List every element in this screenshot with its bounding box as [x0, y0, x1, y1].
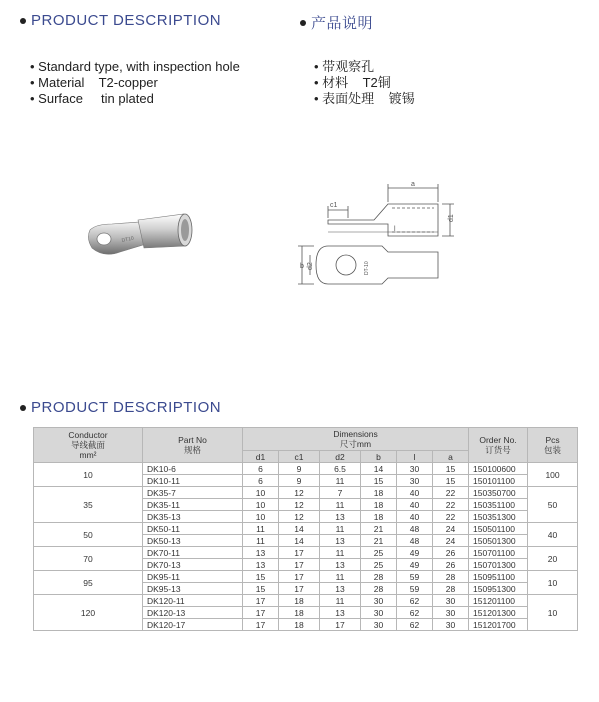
dim-l-cell: 62: [397, 595, 433, 607]
header-l: l: [397, 451, 433, 463]
header-c1: c1: [279, 451, 320, 463]
dim-a-cell: 24: [433, 535, 469, 547]
dim-d2-cell: 11: [320, 595, 361, 607]
dim-l-cell: 40: [397, 499, 433, 511]
dim-a-cell: 22: [433, 511, 469, 523]
order-no-cell: 151201700: [469, 619, 528, 631]
dim-d2-cell: 13: [320, 559, 361, 571]
order-no-cell: 150501100: [469, 523, 528, 535]
dim-b-cell: 21: [361, 523, 397, 535]
spec-table: [33, 427, 578, 631]
conductor-cell: 50: [34, 523, 143, 547]
dim-a-cell: 28: [433, 571, 469, 583]
conductor-cell: 70: [34, 547, 143, 571]
header-dimensions: Dimensions 尺寸mm: [243, 428, 469, 451]
dim-l-cell: 30: [397, 463, 433, 475]
svg-text:DT10: DT10: [121, 235, 135, 244]
dim-c1-cell: 9: [279, 475, 320, 487]
table-row: [34, 595, 578, 607]
pcs-cell: 20: [528, 547, 578, 571]
dim-a-cell: 26: [433, 547, 469, 559]
feature-item: • Standard type, with inspection hole: [30, 59, 240, 74]
feature-item: • Surface tin plated: [30, 91, 154, 106]
part-no-cell: DK50-13: [143, 535, 243, 547]
dim-d2-cell: 11: [320, 523, 361, 535]
part-no-cell: DK70-13: [143, 559, 243, 571]
conductor-cell: 35: [34, 487, 143, 523]
part-no-cell: DK35-11: [143, 499, 243, 511]
dim-d2-cell: 11: [320, 499, 361, 511]
order-no-cell: 150101100: [469, 475, 528, 487]
dim-d1-cell: 11: [243, 523, 279, 535]
dim-d2-cell: 7: [320, 487, 361, 499]
section-title-en: [20, 12, 221, 29]
dim-a-cell: 30: [433, 595, 469, 607]
dim-c1-cell: 12: [279, 499, 320, 511]
conductor-cell: 10: [34, 463, 143, 487]
dim-c1-cell: 17: [279, 559, 320, 571]
dim-label-b: b: [300, 263, 304, 270]
dim-b-cell: 18: [361, 487, 397, 499]
features-en: [30, 59, 240, 107]
dim-b-cell: 21: [361, 535, 397, 547]
dim-d1-cell: 13: [243, 547, 279, 559]
dim-d2-cell: 13: [320, 511, 361, 523]
dim-d2-cell: 11: [320, 475, 361, 487]
dim-d1-cell: 10: [243, 499, 279, 511]
dim-a-cell: 26: [433, 559, 469, 571]
dim-c1-cell: 17: [279, 583, 320, 595]
dim-d1-cell: 11: [243, 535, 279, 547]
header-d2: d2: [320, 451, 361, 463]
section2-title: [20, 399, 221, 416]
dim-l-cell: 40: [397, 487, 433, 499]
dim-d1-cell: 17: [243, 595, 279, 607]
pcs-cell: 100: [528, 463, 578, 487]
order-no-cell: 151201100: [469, 595, 528, 607]
dim-label-c1: c1: [330, 202, 338, 209]
order-no-cell: 150701300: [469, 559, 528, 571]
technical-drawing: [292, 180, 462, 295]
feature-item: • 表面处理 镀锡: [314, 91, 415, 106]
dim-a-cell: 30: [433, 607, 469, 619]
pcs-cell: 10: [528, 595, 578, 631]
dim-b-cell: 25: [361, 547, 397, 559]
table-row: [34, 571, 578, 583]
part-no-cell: DK95-11: [143, 571, 243, 583]
table-row: [34, 463, 578, 475]
dim-d1-cell: 6: [243, 475, 279, 487]
dim-l-cell: 59: [397, 571, 433, 583]
table-row: [34, 547, 578, 559]
order-no-cell: 151201300: [469, 607, 528, 619]
section-title-cn-text: 产品说明: [311, 15, 374, 32]
header-conductor: Conductor 导线截面 mm²: [34, 428, 143, 463]
dim-d1-cell: 15: [243, 571, 279, 583]
table-row: [34, 487, 578, 499]
dim-l-cell: 48: [397, 523, 433, 535]
dim-d2-cell: 11: [320, 571, 361, 583]
dim-b-cell: 18: [361, 499, 397, 511]
header-pcs: Pcs 包装: [528, 428, 578, 463]
pcs-cell: 50: [528, 487, 578, 523]
dim-l-cell: 49: [397, 547, 433, 559]
dim-l-cell: 48: [397, 535, 433, 547]
dim-c1-cell: 9: [279, 463, 320, 475]
order-no-cell: 150350700: [469, 487, 528, 499]
feature-item: • 带观察孔: [314, 59, 375, 74]
dim-l-cell: 30: [397, 475, 433, 487]
dim-label-a: a: [411, 181, 415, 188]
dim-l-cell: 40: [397, 511, 433, 523]
bullet-icon: [20, 18, 26, 24]
dim-d1-cell: 10: [243, 511, 279, 523]
cable-lug-photo: [80, 208, 220, 268]
order-no-cell: 150351100: [469, 499, 528, 511]
dim-c1-cell: 14: [279, 523, 320, 535]
part-no-cell: DK35-13: [143, 511, 243, 523]
dim-c1-cell: 14: [279, 535, 320, 547]
dim-l-cell: 49: [397, 559, 433, 571]
dim-d1-cell: 10: [243, 487, 279, 499]
table-row: [34, 523, 578, 535]
conductor-cell: 95: [34, 571, 143, 595]
dim-b-cell: 14: [361, 463, 397, 475]
dim-d2-cell: 13: [320, 535, 361, 547]
dim-d2-cell: 17: [320, 619, 361, 631]
dim-label-d2: d2: [307, 262, 314, 270]
dim-c1-cell: 17: [279, 571, 320, 583]
order-no-cell: 150501300: [469, 535, 528, 547]
order-no-cell: 150951100: [469, 571, 528, 583]
dim-b-cell: 30: [361, 595, 397, 607]
dim-l-cell: 59: [397, 583, 433, 595]
order-no-cell: 150351300: [469, 511, 528, 523]
bullet-icon: [300, 20, 306, 26]
part-no-cell: DK10-11: [143, 475, 243, 487]
order-no-cell: 150701100: [469, 547, 528, 559]
dim-b-cell: 18: [361, 511, 397, 523]
part-no-cell: DK35-7: [143, 487, 243, 499]
part-no-cell: DK95-13: [143, 583, 243, 595]
header-d1: d1: [243, 451, 279, 463]
dim-d1-cell: 17: [243, 607, 279, 619]
part-no-cell: DK120-13: [143, 607, 243, 619]
dim-l-cell: 62: [397, 607, 433, 619]
dim-d1-cell: 15: [243, 583, 279, 595]
features-cn: [314, 59, 415, 107]
dim-b-cell: 15: [361, 475, 397, 487]
dim-a-cell: 24: [433, 523, 469, 535]
dim-c1-cell: 18: [279, 595, 320, 607]
part-no-cell: DK70-11: [143, 547, 243, 559]
dim-a-cell: 15: [433, 475, 469, 487]
part-no-cell: DK120-17: [143, 619, 243, 631]
dim-d1-cell: 13: [243, 559, 279, 571]
dim-label-d1: d1: [448, 214, 455, 222]
dim-d2-cell: 6.5: [320, 463, 361, 475]
bullet-icon: [20, 405, 26, 411]
section2-title-text: PRODUCT DESCRIPTION: [31, 399, 222, 416]
section-title-cn: [300, 12, 373, 33]
header-part-no: Part No 规格: [143, 428, 243, 463]
pcs-cell: 10: [528, 571, 578, 595]
section-title-en-text: PRODUCT DESCRIPTION: [31, 12, 222, 29]
order-no-cell: 150100600: [469, 463, 528, 475]
spec-table-body: [34, 463, 578, 631]
part-no-cell: DK120-11: [143, 595, 243, 607]
part-no-cell: DK50-11: [143, 523, 243, 535]
dim-b-cell: 30: [361, 607, 397, 619]
dim-d1-cell: 17: [243, 619, 279, 631]
part-no-cell: DK10-6: [143, 463, 243, 475]
dim-c1-cell: 18: [279, 607, 320, 619]
feature-item: • 材料 T2铜: [314, 75, 391, 90]
dim-c1-cell: 12: [279, 487, 320, 499]
dim-c1-cell: 12: [279, 511, 320, 523]
dim-b-cell: 28: [361, 583, 397, 595]
conductor-cell: 120: [34, 595, 143, 631]
header-b: b: [361, 451, 397, 463]
dim-a-cell: 22: [433, 487, 469, 499]
dim-c1-cell: 18: [279, 619, 320, 631]
order-no-cell: 150951300: [469, 583, 528, 595]
dim-c1-cell: 17: [279, 547, 320, 559]
header-order-no: Order No. 订货号: [469, 428, 528, 463]
feature-item: • Material T2-copper: [30, 75, 158, 90]
dim-a-cell: 15: [433, 463, 469, 475]
dim-d2-cell: 13: [320, 583, 361, 595]
dim-b-cell: 30: [361, 619, 397, 631]
dim-a-cell: 30: [433, 619, 469, 631]
dim-a-cell: 28: [433, 583, 469, 595]
pcs-cell: 40: [528, 523, 578, 547]
header-a: a: [433, 451, 469, 463]
dim-label-l: l: [394, 226, 396, 233]
drawing-stamp: DT-10: [364, 261, 370, 275]
dim-b-cell: 28: [361, 571, 397, 583]
dim-d1-cell: 6: [243, 463, 279, 475]
dim-a-cell: 22: [433, 499, 469, 511]
dim-d2-cell: 13: [320, 607, 361, 619]
dim-d2-cell: 11: [320, 547, 361, 559]
dim-b-cell: 25: [361, 559, 397, 571]
dim-l-cell: 62: [397, 619, 433, 631]
